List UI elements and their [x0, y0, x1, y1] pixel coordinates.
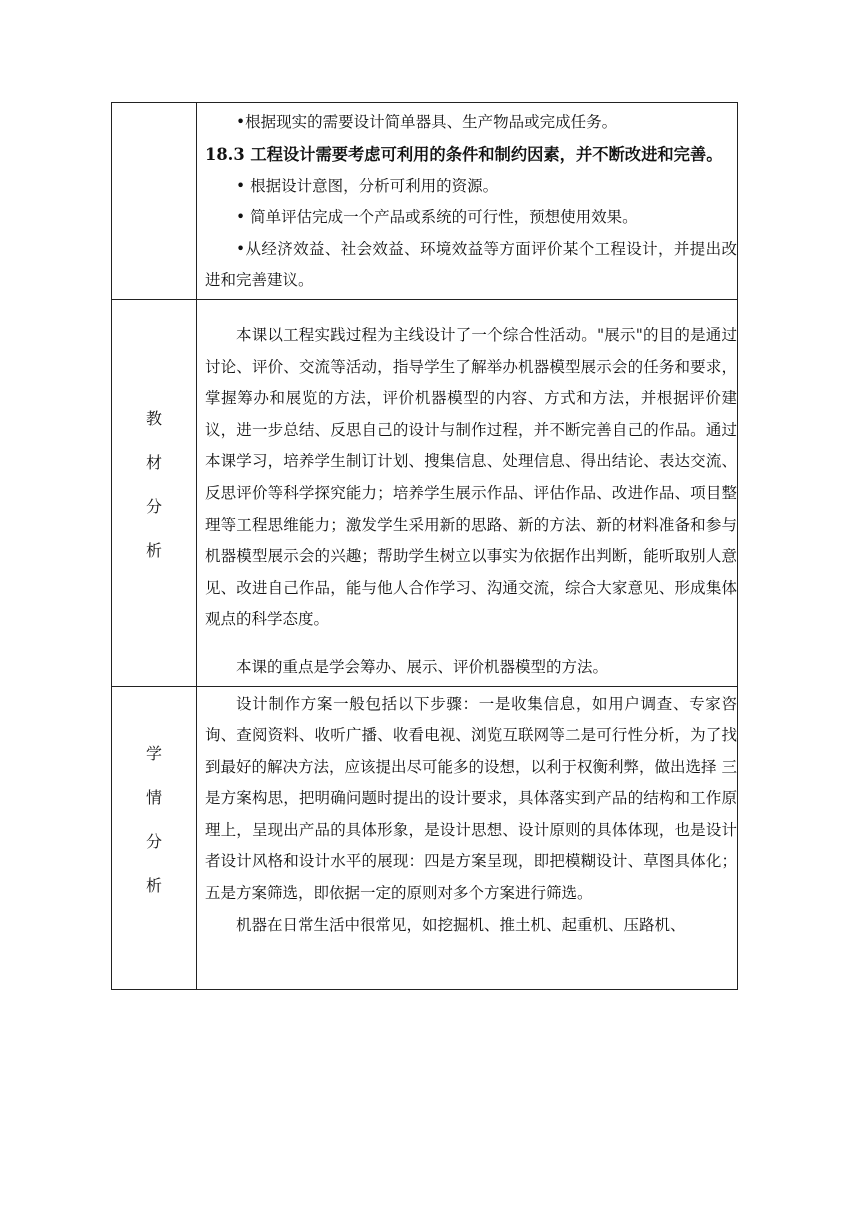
machines-paragraph: 机器在日常生活中很常见，如挖掘机、推土机、起重机、压路机、 — [236, 915, 686, 934]
label-char: 析 — [145, 875, 162, 895]
label-char: 分 — [145, 496, 162, 516]
bullet-line: • 简单评估完成一个产品或系统的可行性，预想使用效果。 — [236, 208, 638, 227]
standard-heading: 18.3 工程设计需要考虑可利用的条件和制约因素，并不断改进和完善。 — [205, 144, 723, 164]
standards-cell — [197, 103, 738, 300]
table-row-standards — [112, 103, 738, 300]
label-char: 材 — [145, 452, 162, 472]
row-label-empty — [112, 103, 197, 300]
table-row-student-analysis — [112, 686, 738, 989]
label-char: 析 — [145, 540, 162, 560]
row-label-student-analysis — [112, 686, 197, 989]
label-char: 分 — [145, 831, 162, 851]
label-char: 学 — [145, 743, 162, 763]
row-label-textbook-analysis — [112, 299, 197, 686]
bullet-line: •根据现实的需要设计简单器具、生产物品或完成任务。 — [236, 113, 618, 131]
student-analysis-cell — [197, 686, 738, 989]
table-row-textbook-analysis — [112, 299, 738, 686]
label-char: 情 — [145, 787, 162, 807]
key-point-paragraph: 本课的重点是学会筹办、展示、评价机器模型的方法。 — [236, 657, 609, 676]
textbook-analysis-cell — [197, 299, 738, 686]
bullet-line: •从经济效益、社会效益、环境效益等方面评价某个工程设计，并提出改进和完善建议。 — [205, 239, 737, 290]
design-steps-paragraph: 设计制作方案一般包括以下步骤：一是收集信息，如用户调查、专家咨询、查阅资料、收听广播、收看电视、浏览互联网等二是可行性分析，为了找到最好的解决方法，应该提出尽可能多的设想，以利于权衡利弊，做出选择 三是方案构思，把明确问题时提出的设计要求，具体落实到产品的结构和工作原理上，呈现出产品的具体形象，是设计思想、设计原则的具体体现，也是设计者设计风格和设计水平的展现：四是方案呈现，即把模糊设计、草图具体化；五是方案筛选，即依据一定的原则对多个方案进行筛选。 — [205, 694, 737, 903]
lesson-plan-table — [111, 102, 738, 990]
textbook-analysis-paragraph: 本课以工程实践过程为主线设计了一个综合性活动。"展示"的目的是通过讨论、评价、交流等活动，指导学生了解举办机器模型展示会的任务和要求，掌握筹办和展览的方法，评价机器模型的内容、方式和方法，并根据评价建议，进一步总结、反思自己的设计与制作过程，并不断完善自己的作品。通过本课学习，培养学生制订计划、搜集信息、处理信息、得出结论、表达交流、反思评价等科学探究能力；培养学生展示作品、评估作品、改进作品、项目整理等工程思维能力；激发学生采用新的思路、新的方法、新的材料准备和参与机器模型展示会的兴趣；帮助学生树立以事实为依据作出判断，能听取别人意见、改进自己作品，能与他人合作学习、沟通交流，综合大家意见、形成集体观点的科学态度。 — [205, 325, 737, 629]
label-char: 教 — [145, 408, 162, 428]
bullet-line: • 根据设计意图，分析可利用的资源。 — [236, 176, 499, 195]
